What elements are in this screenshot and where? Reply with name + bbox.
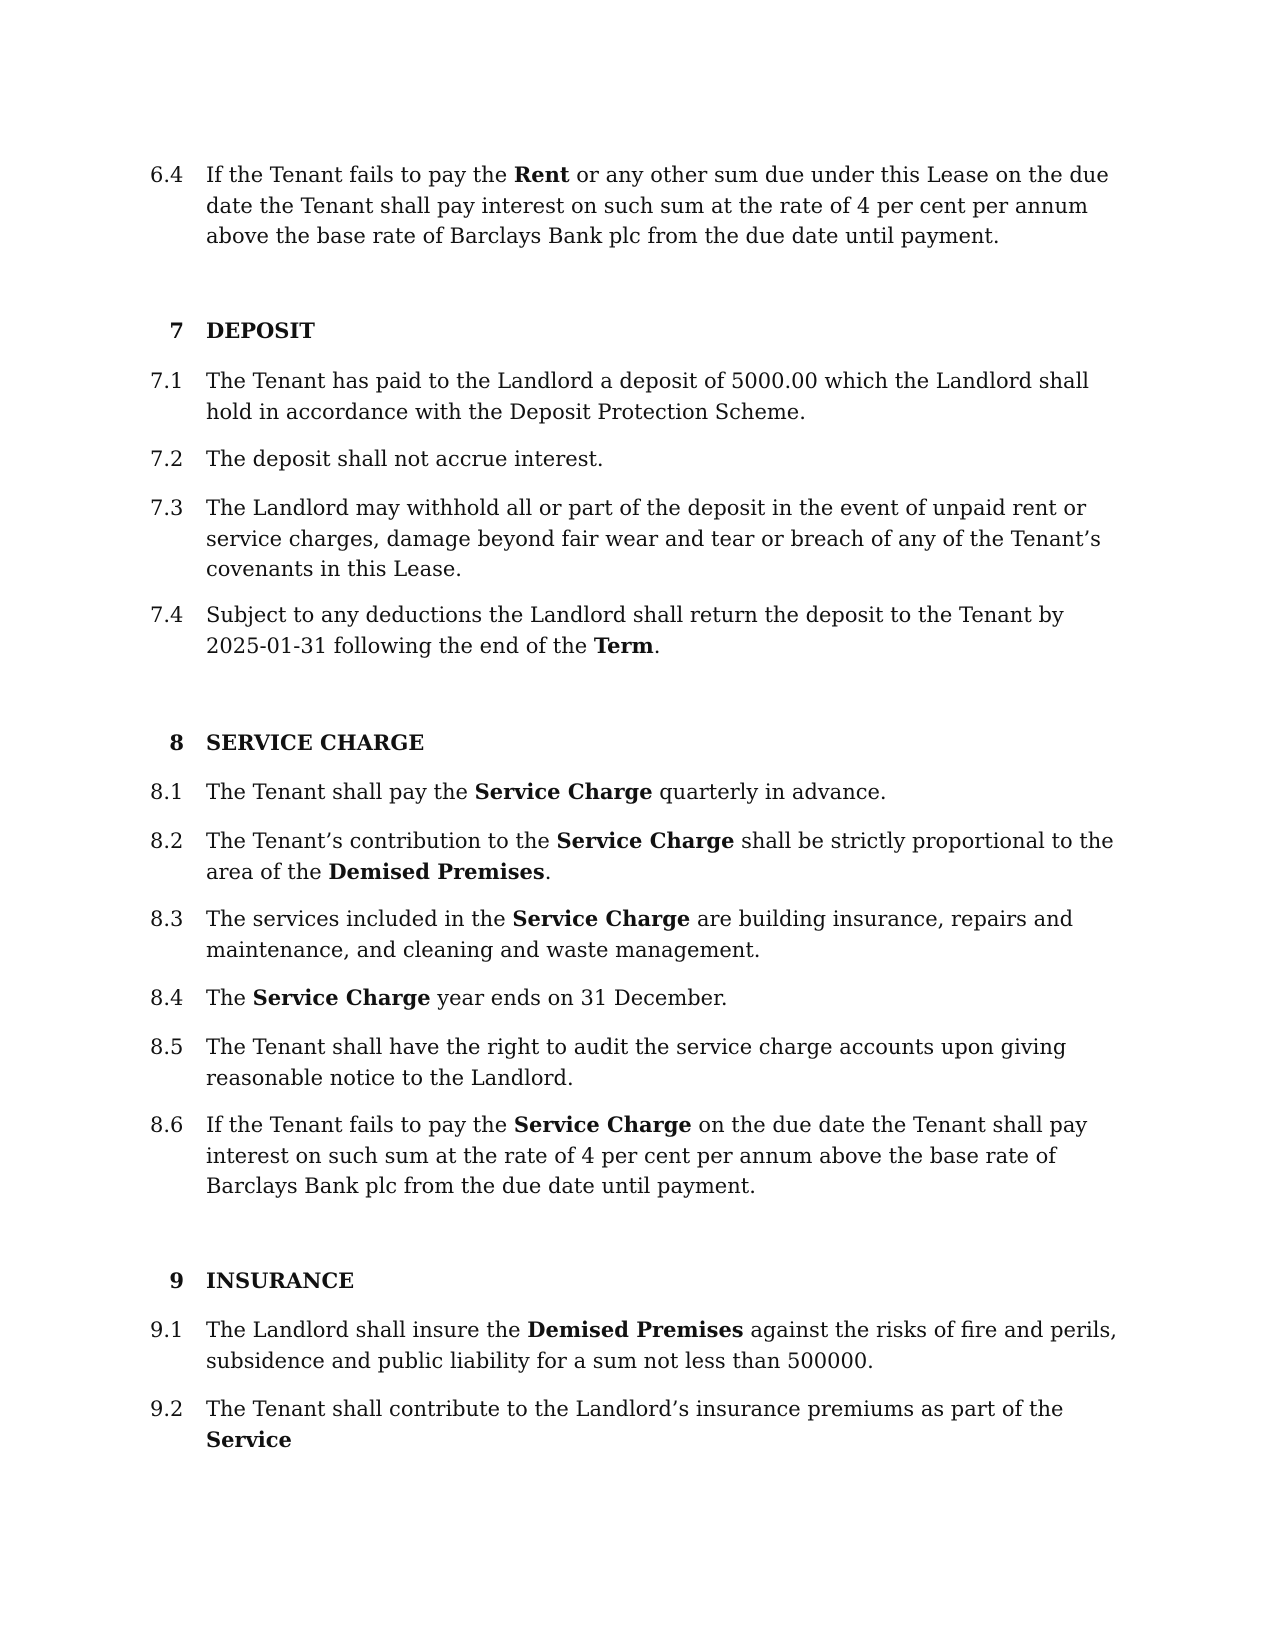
- clause-8-1: [150, 777, 1125, 808]
- clause-number: 7.3: [150, 496, 184, 520]
- section-number: 9: [169, 1268, 184, 1293]
- clause-number: 8.2: [150, 829, 184, 853]
- defined-term-service: Service: [206, 1426, 292, 1452]
- section-number: 8: [169, 730, 184, 755]
- clause-number: 7.1: [150, 369, 184, 393]
- defined-term-service-charge: Service Charge: [513, 1112, 692, 1137]
- clause-text: The Tenant shall have the right to audit the service charge accounts upon giving reasonable notice to the Landlord.: [206, 1035, 1067, 1090]
- defined-term-term: Term: [593, 632, 654, 658]
- clause-number: 8.5: [150, 1035, 184, 1059]
- clause-7-2: [150, 444, 1125, 475]
- defined-term-service-charge: Service Charge: [556, 828, 735, 853]
- clause-number: 8.1: [150, 780, 184, 804]
- clause-8-6: [150, 1110, 1125, 1202]
- clause-9-1: [150, 1315, 1125, 1376]
- clause-number: 8.3: [150, 907, 184, 931]
- clause-number: 9.1: [150, 1318, 184, 1342]
- defined-term-rent: Rent: [513, 162, 570, 187]
- clause-text: Subject to any deductions the Landlord shall return the deposit to the Tenant by 2025-01-31 following the end of the Term.: [206, 603, 1064, 658]
- section-title: SERVICE CHARGE: [206, 730, 425, 755]
- defined-term-service-charge: Service Charge: [252, 985, 431, 1010]
- clause-text: The services included in the Service Charge are building insurance, repairs and maintenance, and cleaning and waste management.: [206, 906, 1074, 962]
- clause-6-4: [150, 160, 1125, 252]
- clause-number: 9.2: [150, 1397, 184, 1421]
- clause-number: 7.2: [150, 447, 184, 471]
- section-number: 7: [169, 318, 184, 343]
- clause-8-3: [150, 904, 1125, 965]
- clause-8-2: [150, 826, 1125, 887]
- clause-text: The Service Charge year ends on 31 December.: [206, 985, 728, 1010]
- section-title: INSURANCE: [206, 1268, 355, 1293]
- clause-text: If the Tenant fails to pay the Service Charge on the due date the Tenant shall pay interest on such sum at the rate of 4 per cent per annum above the base rate of Barclays Bank plc from the due date until payment.: [206, 1112, 1088, 1198]
- clause-text: The deposit shall not accrue interest.: [206, 447, 604, 471]
- clause-7-4: [150, 600, 1125, 661]
- clause-text: The Landlord shall insure the Demised Premises against the risks of fire and perils, subsidence and public liability for a sum not less than 500000.: [206, 1317, 1117, 1373]
- clause-text: The Tenant shall pay the Service Charge quarterly in advance.: [206, 779, 887, 804]
- defined-term-service-charge: Service Charge: [512, 906, 691, 931]
- clause-number: 6.4: [150, 163, 184, 187]
- clause-number: 8.6: [150, 1113, 184, 1137]
- clause-number: 8.4: [150, 986, 184, 1010]
- section-heading-service-charge: [150, 728, 1125, 758]
- clause-7-3: [150, 493, 1125, 585]
- section-heading-deposit: [150, 316, 1125, 346]
- clause-text: The Tenant shall contribute to the Landlord’s insurance premiums as part of the Service: [206, 1397, 1064, 1452]
- clause-9-2: [150, 1394, 1125, 1455]
- clause-text: The Tenant has paid to the Landlord a deposit of 5000.00 which the Landlord shall hold in accordance with the Deposit Protection Scheme.: [206, 369, 1090, 424]
- defined-term-service-charge: Service Charge: [474, 779, 653, 804]
- section-title: DEPOSIT: [206, 318, 315, 343]
- clause-number: 7.4: [150, 603, 184, 627]
- clause-8-4: [150, 983, 1125, 1014]
- clause-7-1: [150, 366, 1125, 427]
- clause-text: The Tenant’s contribution to the Service Charge shall be strictly proportional to the area of the Demised Premises.: [206, 828, 1114, 884]
- defined-term-demised-premises: Demised Premises: [328, 858, 545, 884]
- clause-8-5: [150, 1032, 1125, 1093]
- clause-text: If the Tenant fails to pay the Rent or any other sum due under this Lease on the due date the Tenant shall pay interest on such sum at the rate of 4 per cent per annum above the base rate of Barclays Bank plc from the due date until payment.: [206, 162, 1109, 248]
- section-heading-insurance: [150, 1266, 1125, 1296]
- defined-term-demised-premises: Demised Premises: [527, 1317, 744, 1342]
- clause-text: The Landlord may withhold all or part of the deposit in the event of unpaid rent or service charges, damage beyond fair wear and tear or breach of any of the Tenant’s covenants in this Lease.: [206, 496, 1101, 581]
